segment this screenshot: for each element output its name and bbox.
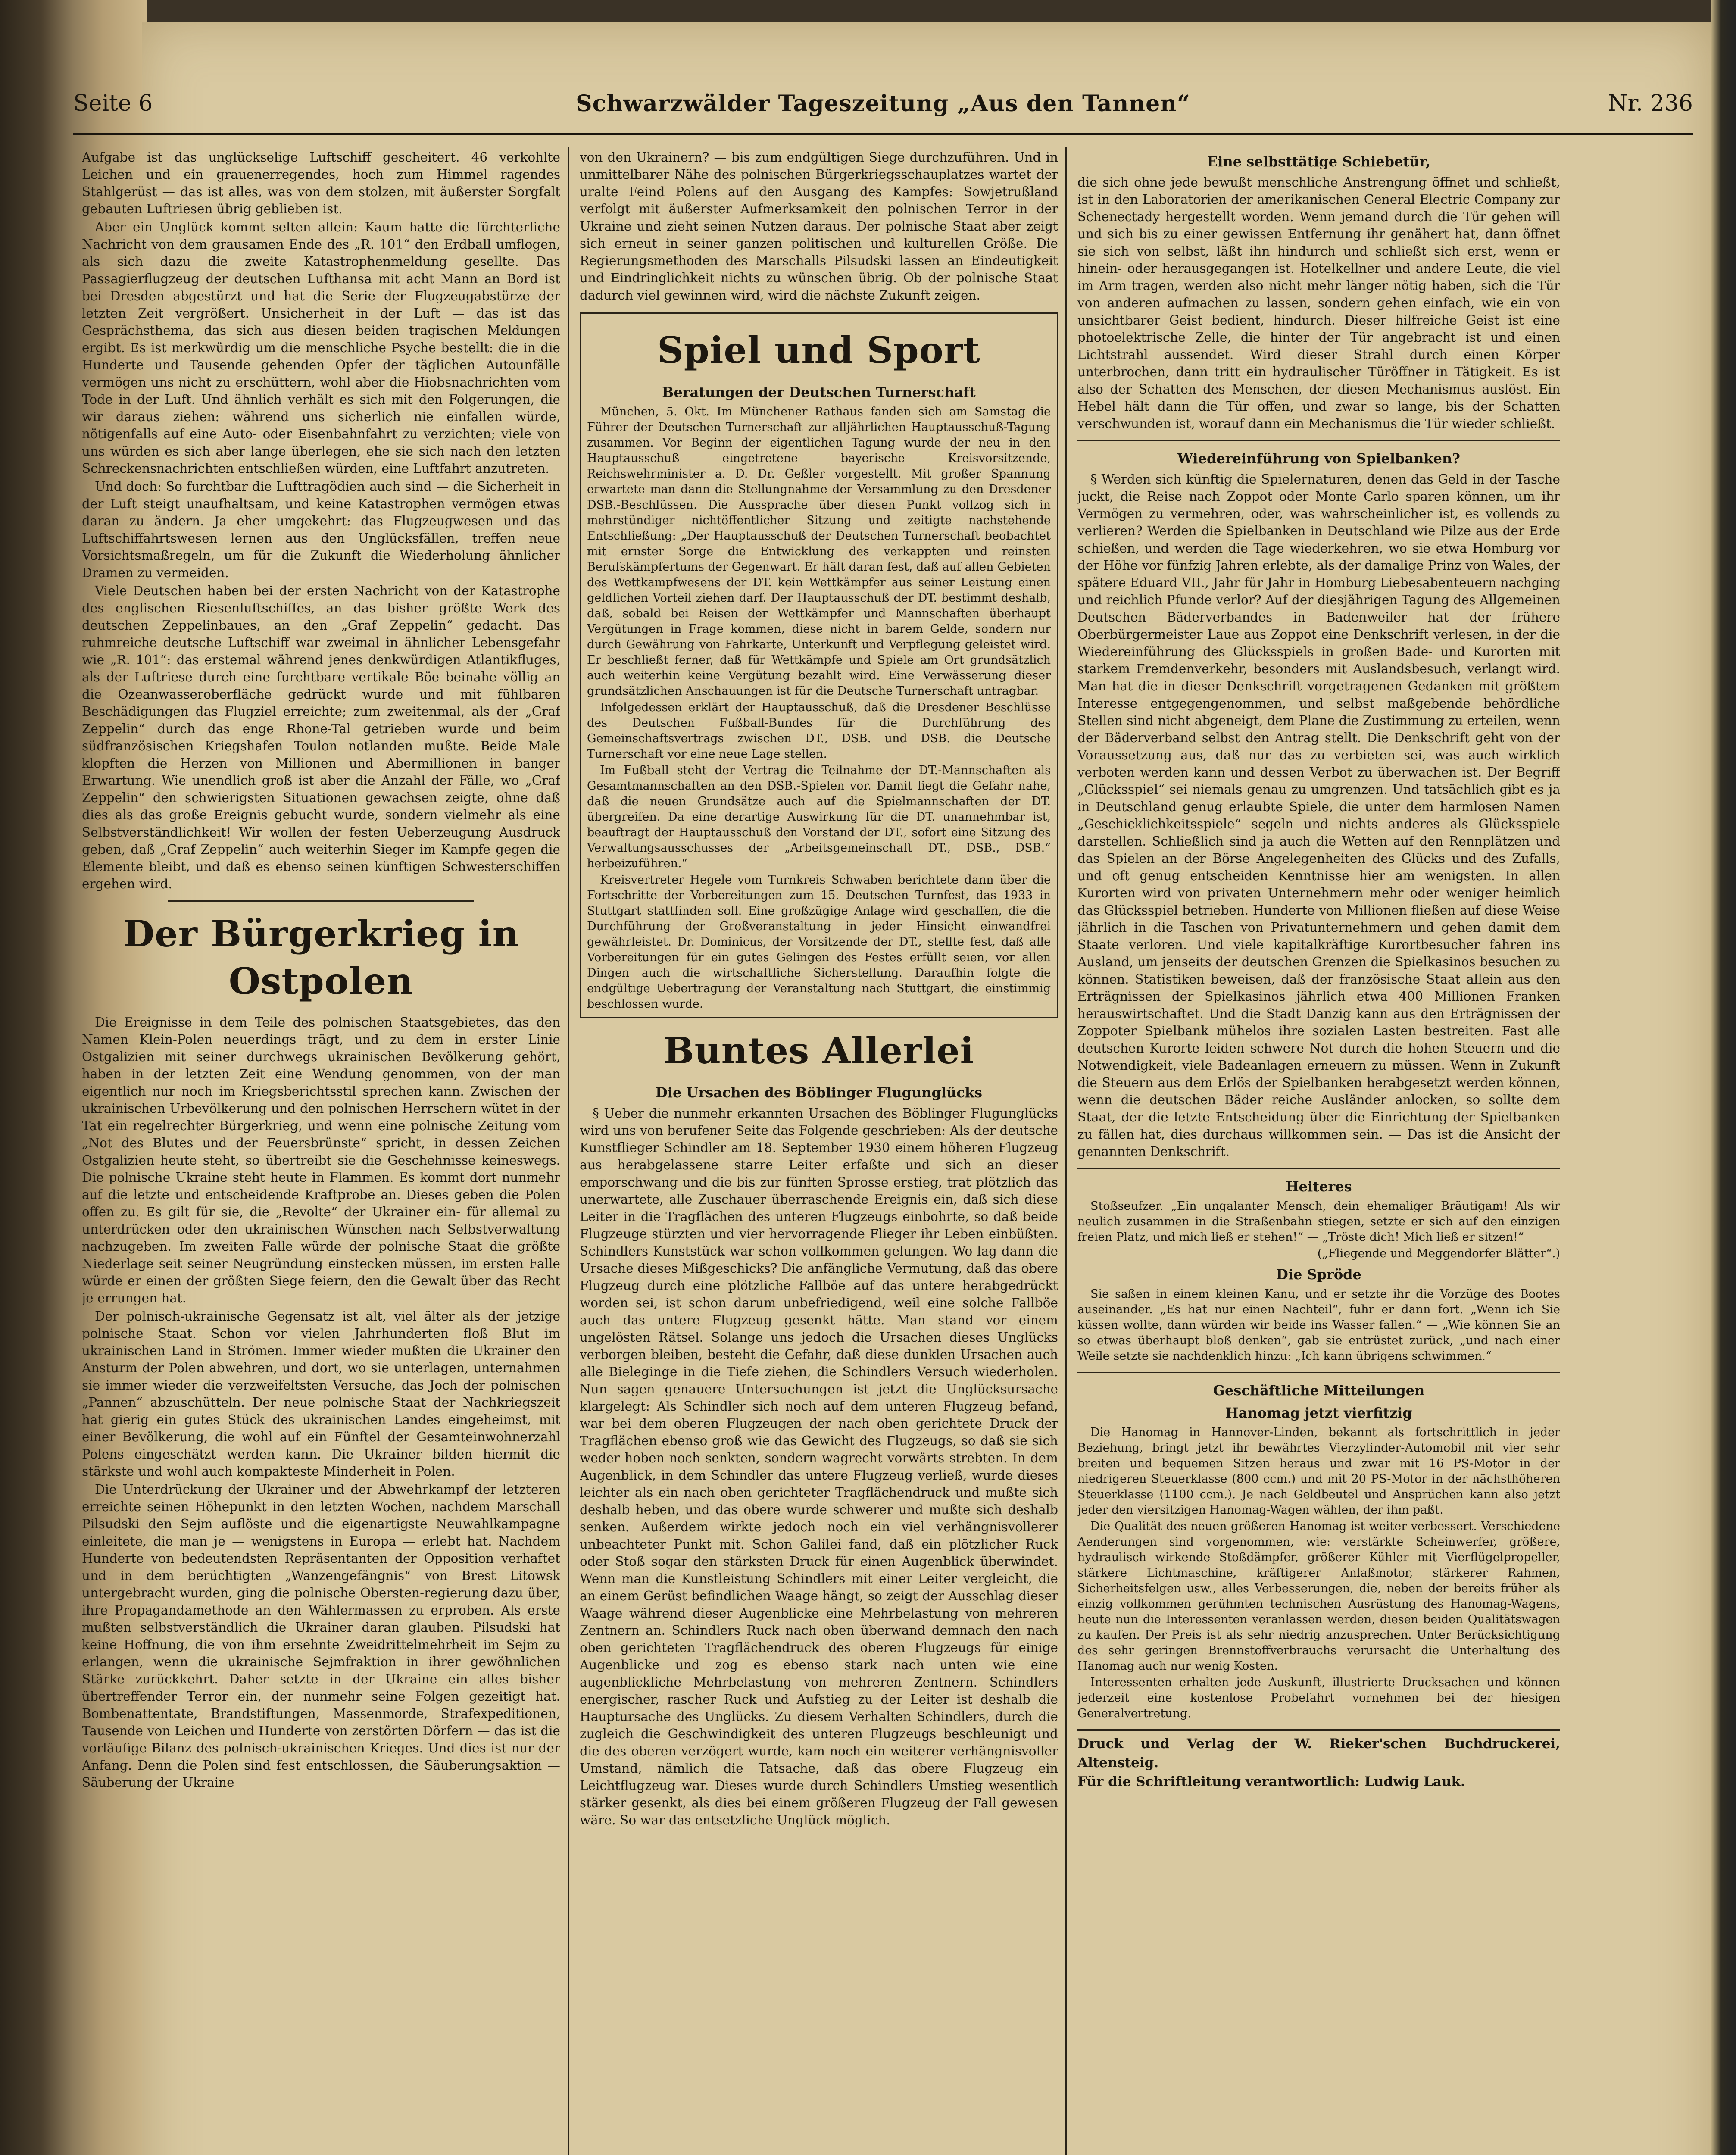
- paragraph: § Werden sich künftig die Spielernaturen, denen das Geld in der Tasche juckt, die Reise nach Zoppot oder Monte Carlo sparen können, um ihr Vermögen zu vermehren, oder, was wahrscheinlicher ist, es vollends zu verlieren? Werden die Spielbanken in Deutschland wie Pilze aus der Erde schießen, und werden die Tage wiederkehren, wo sie etwa Homburg vor der Höhe vor fünfzig Jahren erlebte, als der damalige Prinz von Wales, der spätere Eduard VII., Jahr für Jahr in Homburg Liebesabenteuern nachging und reichlich Pfunde verlor? Auf der diesjährigen Tagung des Allgemeinen Deutschen Bäderverbandes in Badenweiler hat der frühere Oberbürgermeister Laue aus Zoppot eine Denkschrift verlesen, in der die Wiedereinführung des Glücksspiels in großen Bade- und Kurorten mit starkem Fremdenverkehr, besonders mit Auslandsbesuch, verlangt wird. Man hat die in dieser Denkschrift vorgetragenen Gedanken mit größtem Interesse entgegengenommen, und selbst maßgebende behördliche Stellen sind nicht abgeneigt, dem Plane die Zustimmung zu erteilen, wenn der Bäderverband selbst den Antrag stellt. Die Denkschrift geht von der Voraussetzung aus, daß nur das zu verbieten sei, was auch wirklich verboten werden kann und dessen Verbot zu überwachen ist. Der Begriff „Glücksspiel“ sei niemals genau zu umgrenzen. Und tatsächlich gibt es ja in Deutschland genug erlaubte Spiele, die unter dem harmlosen Namen „Geschicklichkeitsspiele“ segeln und nichts anderes als Glücksspiele darstellen. Schließlich sind ja auch die Wetten auf den Rennplätzen und das Spielen an der Börse Angelegenheiten des Glücks und des Zufalls, und oft genug entscheiden Kenntnisse hier am wenigsten. In allen Kurorten wird von privaten Unternehmern mehr oder weniger heimlich das Glücksspiel betrieben. Hunderte von Millionen fließen auf diese Weise jährlich in die Taschen von Privatunternehmern und gehen damit dem Staate verloren. Und viele kapitalkräftige Kurortbesucher fahren ins Ausland, um jenseits der deutschen Grenzen die Spielkasinos besuchen zu können. Statistiken beweisen, daß der französische Staat allein aus den Erträgnissen der Spielkasinos jährlich etwa 400 Millionen Franken herauswirtschaftet. Und die Stadt Danzig kann aus den Erträgnissen der Zoppoter Spielbank mühelos ihre sozialen Lasten bestreiten. Fast alle deutschen Kurorte leiden schwere Not durch die hohen Steuern und die Notwendigkeit, viele Badeanlagen erneuern zu müssen. Wenn in Zukunft die Steuern aus dem Erlös der Spielbanken herabgesetzt werden können, wenn die deutschen Bäder reiche Ausländer anlocken, so sollte dem Staat, der die letzte Entscheidung über die Einrichtung der Spielbanken zu fällen hat, dies durchaus willkommen sein. — Das ist die Ansicht der genannten Denkschrift.: [1077, 472, 1560, 1159]
- paragraph: Kreisvertreter Hegele vom Turnkreis Schwaben berichtete dann über die Fortschritte der Vorbereitungen zum 15. Deutschen Turnfest, das 1933 in Stuttgart stattfinden soll. Eine großzügige Anlage wird geschaffen, die die Durchführung der Großveranstaltung in jeder Hinsicht einwandfrei gewährleistet. Dr. Dominicus, der Vorsitzende der DT., stellte fest, daß alle Vorbereitungen für ein gutes Gelingen des Festes erfüllt seien, vor allen Dingen auch die wirtschaftliche Sicherstellung. Daraufhin folgte die endgültige Uebertragung der Veranstaltung nach Stuttgart, die einstimmig beschlossen wurde.: [587, 873, 1051, 1011]
- imprint-editor: Für die Schriftleitung verantwortlich: Ludwig Lauk.: [1077, 1774, 1465, 1790]
- separator: [1077, 440, 1560, 441]
- paragraph: die sich ohne jede bewußt menschliche Anstrengung öffnet und schließt, ist in den Laboratorien der amerikanischen General Electric Company zur Schenectady hergestellt worden. Wenn jemand durch die Tür gehen will und sich bis zu einer gewissen Entfernung ihr genähert hat, dann öffnet sie sich von selbst, läßt ihn hindurch und schließt sich erst, wenn er hinein- oder herausgegangen ist. Hotelkellner und andere Leute, die viel im Arm tragen, werden also nicht mehr länger nötig haben, sich die Tür von anderen aufmachen zu lassen, sondern gehen einfach, wie ein von unsichtbarer Geist bedient, hindurch. Dieser hilfreiche Geist ist eine photoelektrische Zelle, die hinter der Tür angebracht ist und einen Lichtstrahl aussendet. Wird dieser Strahl durch einen Körper unterbrochen, dann tritt ein hydraulischer Türöffner in Tätigkeit. Es ist also der Schatten des Menschen, der diesen Mechanismus auslöst. Ein Hebel hält dann die Tür offen, und zwar so lange, bis der Schatten verschwunden ist, worauf dann ein Mechanismus die Tür wieder schließt.: [1077, 175, 1560, 431]
- column-right: [1077, 149, 1560, 2155]
- section-title: Heiteres: [1286, 1178, 1352, 1195]
- paragraph: Im Fußball steht der Vertrag die Teilnahme der DT.-Mannschaften als Gesamtmannschaften an den DSB.-Spielen vor. Damit liegt die Gefahr nahe, daß die neuen Grundsätze auch auf die Spielmannschaften der DT. übergreifen. Da eine derartige Auswirkung für die DT. unannehmbar ist, beauftragt der Hauptausschuß den Vorstand der DT., sofort eine Sitzung des Verwaltungsausschusses der „Arbeitsgemeinschaft DT., DSB., DSB.“ herbeizuführen.“: [587, 764, 1051, 870]
- article-subtitle: Die Ursachen des Böblinger Flugunglücks: [656, 1084, 982, 1101]
- imprint-publisher: Druck und Verlag der W. Rieker'schen Buchdruckerei, Altensteig.: [1077, 1736, 1560, 1771]
- separator: [1077, 1168, 1560, 1169]
- paragraph: Viele Deutschen haben bei der ersten Nachricht von der Katastrophe des englischen Riesenluftschiffes, an das bisher größte Werk des deutschen Zeppelinbaues, an den „Graf Zeppelin“ gedacht. Das ruhmreiche deutsche Luftschiff war zweimal in ähnlicher Lebensgefahr wie „R. 101“: das erstemal während jenes denkwürdigen Atlantikfluges, als der Luftriese durch eine furchtbare vertikale Böe beinahe völlig an die Ozeanwasseroberfläche gedrückt wurde und mit fühlbaren Beschädigungen das Flugziel erreichte; zum zweitenmal, als der „Graf Zeppelin“ durch das enge Rhone-Tal getrieben wurde und beim südfranzösischen Kriegshafen Toulon notlanden mußte. Beide Male klopften die Herzen von Millionen und Abermillionen in banger Erwartung. Wie unendlich groß ist aber die Anzahl der Fälle, wo „Graf Zeppelin“ den schwierigsten Situationen gewachsen zeigte, ohne daß dies als das große Ereignis gebucht wurde, sondern vielmehr als eine Selbstverständlichkeit! Wir wollen der festen Ueberzeugung Ausdruck geben, daß „Graf Zeppelin“ auch weiterhin Sieger im Kampfe gegen die Elemente bleibt, und daß es ebenso seinen künftigen Schwesterschiffen ergehen wird.: [82, 584, 560, 891]
- separator: [1077, 1372, 1560, 1373]
- paragraph: Die Hanomag in Hannover-Linden, bekannt als fortschrittlich in jeder Beziehung, bringt jetzt ihr bewährtes Vierzylinder-Automobil mit vier sehr breiten und bequemen Sitzen heraus und zwar mit 16 PS-Motor in der niedrigeren Steuerklasse (800 ccm.) und mit 20 PS-Motor in der nächsthöheren Steuerklasse (1100 ccm.). Je nach Geldbeutel und Ansprüchen kann also jetzt jeder den viersitzigen Hanomag-Wagen wählen, der ihm paßt.: [1077, 1426, 1560, 1517]
- paragraph: § Ueber die nunmehr erkannten Ursachen des Böblinger Flugunglücks wird uns von berufener Seite das Folgende geschrieben: Als der deutsche Kunstflieger Schindler am 18. September 1930 einem höheren Flugzeug aus herabgelassene starre Leiter erfaßte und sich an dieser emporschwang und die bis zur fünften Sprosse erstieg, trat plötzlich das unerwartete, alle Zuschauer überraschende Ereignis ein, daß sich diese Leiter in die Tragflächen des unteren Flugzeugs einbohrte, so daß beide Flugzeuge stürzten und vier hervorragende Flieger ihr Leben einbüßten. Schindlers Kunststück war schon vollkommen gelungen. Wo lag dann die Ursache dieses Mißgeschicks? Die anfängliche Vermutung, daß das obere Flugzeug durch eine plötzliche Fallböe auf das untere herabgedrückt worden sei, ist schon darum unbefriedigend, weil eine solche Fallböe auch das untere Flugzeug gesenkt hätte. Man stand vor einem ungelösten Rätsel. Solange uns jedoch die Ursachen dieses Unglücks verborgen bleiben, besteht die Gefahr, daß diese dunklen Ursachen auch alle Bieleginge in die Tiefe ziehen, die Schindlers Versuch wiederholen. Nun sagen genauere Untersuchungen ist jetzt die Unglücksursache klargelegt: Als Schindler sich noch auf dem unteren Flugzeug befand, war bei dem oberen Flugzeugen der nach oben gerichtete Druck der Tragflächen ebenso groß wie das Gewicht des Flugzeugs, so daß sie sich weder hoben noch senkten, sondern wagrecht vorwärts strebten. In dem Augenblick, in dem Schindler das untere Flugzeug verließ, wurde dieses leichter als ein nach oben gerichteter Tragflächendruck und mußte sich deshalb heben, und das obere wurde schwerer und mußte sich deshalb senken. Außerdem wirkte jedoch noch ein viel verhängnisvollerer unbeachteter Punkt mit. Schon Galilei fand, daß ein plötzlicher Ruck oder Stoß sogar den stärksten Druck für einen Augenblick überwindet. Wenn man die Kunstleistung Schindlers mit einer Leiter vergleicht, die an einem Gerüst befindlichen Waage hängt, so zeigt der Ausschlag dieser Waage während dieser Augenblicke eine Mehrbelastung von mehreren Zentnern an. Schindlers Ruck nach oben überwand demnach den nach oben gerichteten Tragflächendruck des oberen Flugzeugs für einige Augenblicke und zog es ebenso stark nach unten wie eine augenblickliche Mehrbelastung von mehreren Zentnern. Schindlers energischer, rascher Ruck und Aufstieg zu der Leiter ist deshalb die Hauptursache des Unglücks. Zu diesem Verhalten Schindlers, durch die zugleich die Geschwindigkeit des unteren Flugzeugs beschleunigt und die des oberen verzögert wurde, kam noch ein weiterer verhängnisvoller Umstand, nämlich die Tatsache, daß das obere Flugzeug ein Leichtflugzeug war. Dieses wurde durch Schindlers Umstieg wesentlich stärker gesenkt, als dies bei einem größeren Flugzeug der Fall gewesen wäre. So war das entsetzliche Unglück möglich.: [580, 1106, 1058, 1827]
- separator: [168, 900, 474, 902]
- column-left: [82, 149, 560, 2155]
- quote-source: („Fliegende und Meggendorfer Blätter“.): [1317, 1247, 1560, 1260]
- page-number: Seite 6: [73, 91, 153, 116]
- header-rule: [73, 133, 1693, 135]
- paragraph: Sie saßen in einem kleinen Kanu, und er setzte ihr die Vorzüge des Bootes auseinander. „Es hat nur einen Nachteil“, fuhr er dann fort. „Wenn ich Sie küssen wollte, dann würden wir beide ins Wasser fallen.“ — „Wie können Sie an so etwas überhaupt bloß denken“, gab sie entrüstet zurück, „und nach einer Weile setzte sie nachdenklich hinzu: „Ich kann übrigens schwimmen.“: [1077, 1287, 1560, 1363]
- paragraph: Die Qualität des neuen größeren Hanomag ist weiter verbessert. Verschiedene Aenderungen sind vorgenommen, wie: verstärkte Scheinwerfer, größere, hydraulisch wirkende Stoßdämpfer, größerer Kühler mit Vierflügelpropeller, stärkere Lichtmaschine, kräftigerer Anlaßmotor, stärkerer Rahmen, Sicherheitsfelgen usw., alles Verbesserungen, die, neben der bereits früher als einzig vollkommen gerühmten technischen Ausrüstung des Hanomag-Wagens, heute nun die Interessenten veranlassen werden, diesen beiden Qualitätswagen zu kaufen. Der Preis ist als sehr niedrig anzusprechen. Unter Berücksichtigung des sehr geringen Brennstoffverbrauchs verursacht die Unterhaltung des Hanomag auch nur wenig Kosten.: [1077, 1520, 1560, 1673]
- column-divider: [568, 147, 569, 2155]
- section-title: Spiel und Sport: [657, 329, 980, 372]
- article-title: Eine selbsttätige Schiebetür,: [1207, 153, 1431, 170]
- paragraph: von den Ukrainern? — bis zum endgültigen Siege durchzuführen. Und in unmittelbarer Nähe des polnischen Bürgerkriegsschauplatzes wartet der uralte Feind Polens auf den Ausgang des Kampfes: Sowjetrußland verfolgt mit äußerster Aufmerksamkeit den polnischen Terror in der Ukraine und zieht seinen Nutzen daraus. Der polnische Staat aber zeigt sich erneut in seiner ganzen politischen und kulturellen Größe. Die Regierungsmethoden des Marschalls Pilsudski lassen an Eindeutigkeit und Eindringlichkeit nichts zu wünschen übrig. Ob der polnische Staat dadurch viel gewinnen wird, wird die nächste Zukunft zeigen.: [580, 150, 1058, 303]
- article-subtitle: Beratungen der Deutschen Turnerschaft: [662, 384, 976, 400]
- issue-number: Nr. 236: [1608, 91, 1693, 116]
- paragraph: Die Ereignisse in dem Teile des polnischen Staatsgebietes, das den Namen Klein-Polen neuerdings trägt, und zu dem in erster Linie Ostgalizien mit seiner durchwegs ukrainischen Bevölkerung gehört, haben in der letzten Zeit eine Wendung genommen, von der man eigentlich nur noch im Kriegsberichtsstil sprechen kann. Zwischen der ukrainischen Urbevölkerung und den polnischen Herrschern wütet in der Tat ein regelrechter Bürgerkrieg, und wenn eine polnische Zeitung vom „Not des Blutes und der Feuersbrünste“ spricht, in dessen Zeichen Ostgalizien heute steht, so übertreibt sie die Geschehnisse keineswegs. Die polnische Ukraine steht heute in Flammen. Es kommt dort nunmehr auf die letzte und entscheidende Kraftprobe an. Dieses geben die Polen offen zu. Es gilt für sie, die „Revolte“ der Ukrainer ein- für allemal zu unterdrücken oder den ukrainischen Wünschen nach Selbstverwaltung nachzugeben. Im zweiten Falle würde der polnische Staat die größte Niederlage seit seiner Neugründung einstecken müssen, im ersten Falle würde er einen der größten Siege feiern, den die Gewalt über das Recht je errungen hat.: [82, 1015, 560, 1305]
- article-subtitle: Hanomag jetzt vierfitzig: [1225, 1405, 1412, 1421]
- paragraph: Aber ein Unglück kommt selten allein: Kaum hatte die fürchterliche Nachricht von dem grausamen Ende des „R. 101“ den Erdball umflogen, als sich dazu die zweite Katastrophenmeldung gesellte. Das Passagierflugzeug der deutschen Lufthansa mit acht Mann an Bord ist bei Dresden abgestürzt und hat die Serie der Flugzeugabstürze der letzten Zeit vergrößert. Unsicherheit in der Luft — das ist das Gesprächsthema, das sich aus diesen beiden tragischen Meldungen ergibt. Es ist merkwürdig um die menschliche Psyche bestellt: die in die Hunderte und Tausende gehenden Opfer der täglichen Autounfälle vermögen uns nicht zu erschüttern, wohl aber die Hiobsnachrichten vom Tode in der Luft. Und ähnlich verhält es sich mit den Folgerungen, die wir daraus ziehen: während uns sicherlich nie einfallen würde, nötigenfalls auf eine Auto- oder Eisenbahnfahrt zu verzichten; viele von uns würden es sich aber lange überlegen, ehe sie sich nach den letzten Schreckensnachrichten entschließen würden, eine Luftfahrt anzutreten.: [82, 220, 560, 476]
- paragraph: Der polnisch-ukrainische Gegensatz ist alt, viel älter als der jetzige polnische Staat. Schon vor vielen Jahrhunderten floß Blut im ukrainischen Land in Strömen. Immer wieder mußten die Ukrainer den Ansturm der Polen abwehren, und dort, wo sie unterlagen, unternahmen sie immer wieder die verzweifeltsten Versuche, das Joch der polnischen „Pannen“ abzuschütteln. Der neue polnische Staat der Nachkriegszeit hat gierig ein gutes Stück des ukrainischen Landes eingeheimst, mit einer Bevölkerung, die wohl auf ein Fünftel der Gesamteinwohnerzahl Polens eingeschätzt werden kann. Die Ukrainer bilden hiermit die stärkste und wohl auch kompakteste Minderheit in Polen.: [82, 1309, 560, 1479]
- paragraph: Aufgabe ist das unglückselige Luftschiff gescheitert. 46 verkohlte Leichen und ein grauenerregendes, hoch zum Himmel ragendes Stahlgerüst — das ist alles, was von dem stolzen, mit äußerster Sorgfalt gebauten Luftriesen übrig geblieben ist.: [82, 150, 560, 216]
- section-title: Geschäftliche Mitteilungen: [1213, 1382, 1425, 1399]
- article-title: Die Spröde: [1276, 1266, 1361, 1283]
- page-header: [73, 91, 1693, 125]
- paragraph: Und doch: So furchtbar die Lufttragödien auch sind — die Sicherheit in der Luft steigt unaufhaltsam, und keine Katastrophen vermögen etwas daran zu ändern. Ja eher umgekehrt: das Flugzeugwesen und das Luftschiffahrtswesen lernen aus den Unglücksfällen, treffen neue Vorsichtsmaßregeln, um für die Zukunft die Wiederholung ähnlicher Dramen zu vermeiden.: [82, 479, 560, 580]
- column-middle: [580, 149, 1058, 2155]
- article-title: Der Bürgerkrieg in Ostpolen: [123, 912, 519, 1003]
- column-divider: [1065, 147, 1067, 2155]
- imprint: [1077, 1729, 1560, 1791]
- paragraph: Infolgedessen erklärt der Hauptausschuß, daß die Dresdener Beschlüsse des Deutschen Fußball-Bundes für die Durchführung des Gemeinschaftsvertrags zwischen DT., DSB. und DSB. die Deutsche Turnerschaft vor eine neue Lage stellen.: [587, 701, 1051, 761]
- newspaper-title: Schwarzwälder Tageszeitung „Aus den Tannen“: [576, 91, 1190, 117]
- paragraph: Interessenten erhalten jede Auskunft, illustrierte Drucksachen und können jederzeit eine kostenlose Probefahrt vornehmen bei der hiesigen Generalvertretung.: [1077, 1676, 1560, 1720]
- article-title: Wiedereinführung von Spielbanken?: [1177, 450, 1460, 467]
- section-title: Buntes Allerlei: [663, 1029, 974, 1072]
- page-edge: [1711, 0, 1736, 2155]
- paragraph: Stoßseufzer. „Ein ungalanter Mensch, dein ehemaliger Bräutigam! Als wir neulich zusammen in die Straßenbahn stiegen, setzte er sich auf den einzigen freien Platz, und mich ließ er stehen!“ — „Tröste dich! Mich ließ er sitzen!“: [1077, 1199, 1560, 1244]
- paragraph: Die Unterdrückung der Ukrainer und der Abwehrkampf der letzteren erreichte seinen Höhepunkt in den letzten Wochen, nachdem Marschall Pilsudski den Sejm auflöste und die eigenartigste Neuwahlkampagne einleitete, die man je — wenigstens in Europa — erlebt hat. Nachdem Hunderte von bedeutendsten Repräsentanten der Opposition verhaftet und in dem berüchtigten „Wanzengefängnis“ von Brest Litowsk untergebracht wurden, ging die polnische Obersten-regierung dazu über, ihre Propagandamethode an den Wählermassen zu erproben. Als erste mußten selbstverständlich die Ukrainer daran glauben. Pilsudski hat keine Hoffnung, die von ihm ersehnte Zweidrittelmehrheit im Sejm zu erlangen, wenn die ukrainische Sejmfraktion in ihrer gewöhnlichen Stärke zurückkehrt. Daher setzte in der Ukraine ein alles bisher übertreffender Terror ein, der nunmehr seine Folgen gezeitigt hat. Bombenattentate, Brandstiftungen, Massenmorde, Strafexpeditionen, Tausende von Leichen und Hunderte von zerstörten Dörfern — das ist die vorläufige Bilanz des polnisch-ukrainischen Krieges. Und dies ist nur der Anfang. Denn die Polen sind fest entschlossen, die Säuberungsaktion — Säuberung der Ukraine: [82, 1482, 560, 1790]
- sport-box: [580, 312, 1058, 1018]
- paragraph: München, 5. Okt. Im Münchener Rathaus fanden sich am Samstag die Führer der Deutschen Turnerschaft zur alljährlichen Hauptausschuß-Tagung zusammen. Vor Beginn der eigentlichen Tagung wurde der neu in den Hauptausschuß eingetretene bayerische Kreisvorsitzende, Reichswehrminister a. D. Dr. Geßler vorgestellt. Mit großer Spannung erwartete man dann die Stellungnahme der Versammlung zu den Dresdener DSB.-Beschlüssen. Die Aussprache über diesen Punkt vollzog sich in mehrstündiger nichtöffentlicher Sitzung und zeitigte nachstehende Entschließung: „Der Hauptausschuß der Deutschen Turnerschaft beobachtet mit ernster Sorge die Entwicklung des verkappten und reinsten Berufskämpfertums der Gegenwart. Er hält daran fest, daß auf allen Gebieten des Wettkampfwesens der DT. kein Wettkämpfer aus seiner Leistung einen geldlichen Vorteil ziehen darf. Der Hauptausschuß der DT. bestimmt deshalb, daß, sobald bei Reisen der Wettkämpfer und Mannschaften überhaupt Vergütungen in Frage kommen, diese nicht in barem Gelde, sondern nur durch Gewährung von Fahrkarte, Unterkunft und Verpflegung geleistet wird. Er beschließt ferner, daß für Wettkämpfe und Spiele am Ort grundsätzlich auch weiterhin keine Vergütung bezahlt wird. Eine Verwässerung dieser grundsätzlichen Anschauungen ist für die Deutsche Turnerschaft untragbar.: [587, 405, 1051, 698]
